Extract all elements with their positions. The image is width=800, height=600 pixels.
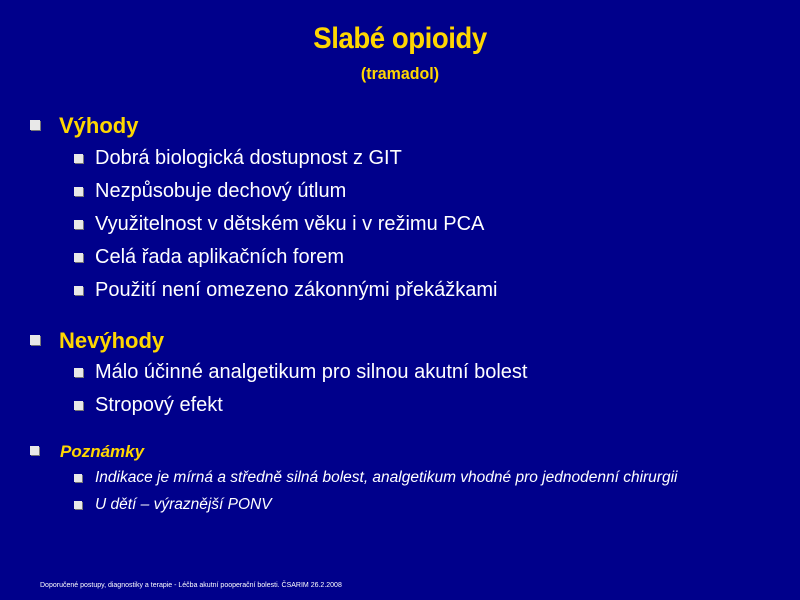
list-item-text: Dobrá biologická dostupnost z GIT: [95, 147, 402, 169]
list-item-text: U dětí – výraznější PONV: [95, 496, 272, 513]
list-item: [30, 274, 497, 307]
square-bullet-icon: [74, 368, 83, 377]
section-heading: [30, 113, 497, 139]
list-item-text: Indikace je mírná a středně silná bolest, analgetikum vhodné pro jednodenní chirurgii: [95, 469, 678, 486]
square-bullet-icon: [74, 474, 82, 482]
list-item: [30, 241, 497, 274]
list-item-text: Využitelnost v dětském věku i v režimu PCA: [95, 213, 485, 235]
list-item: [30, 491, 677, 518]
square-bullet-icon: [74, 286, 83, 295]
square-bullet-icon: [74, 401, 83, 410]
bullet-list: [30, 356, 527, 422]
list-item: [30, 175, 497, 208]
list-item-text: Stropový efekt: [95, 394, 223, 416]
slide-title: Slabé opioidy: [313, 22, 487, 55]
list-item-text: Celá řada aplikačních forem: [95, 246, 345, 268]
list-item-text: Použití není omezeno zákonnými překážkami: [95, 279, 498, 301]
square-bullet-icon: [30, 446, 39, 455]
section-advantages: [30, 113, 497, 307]
slide-subtitle: (tramadol): [360, 64, 440, 83]
section-notes: [30, 442, 677, 518]
slide-footer: Doporučené postupy, diagnostiky a terapie - Léčba akutní pooperační bolesti. ČSARIM 26.2.2008: [40, 582, 342, 589]
square-bullet-icon: [30, 120, 40, 130]
list-item: [30, 464, 677, 491]
section-heading-text: Výhody: [59, 113, 139, 138]
bullet-list: [30, 142, 497, 307]
square-bullet-icon: [74, 253, 83, 262]
section-heading: [30, 328, 527, 354]
bullet-list: [30, 464, 677, 518]
list-item-text: Nezpůsobuje dechový útlum: [95, 180, 347, 202]
square-bullet-icon: [74, 154, 83, 163]
section-disadvantages: [30, 328, 527, 422]
list-item: [30, 356, 527, 389]
square-bullet-icon: [30, 335, 40, 345]
list-item: [30, 208, 497, 241]
section-heading-text: Nevýhody: [59, 328, 165, 353]
section-heading: [30, 442, 677, 462]
square-bullet-icon: [74, 187, 83, 196]
section-heading-text: Poznámky: [60, 442, 145, 461]
square-bullet-icon: [74, 220, 83, 229]
list-item-text: Málo účinné analgetikum pro silnou akutní bolest: [95, 361, 528, 383]
list-item: [30, 389, 527, 422]
list-item: [30, 142, 497, 175]
square-bullet-icon: [74, 501, 82, 509]
